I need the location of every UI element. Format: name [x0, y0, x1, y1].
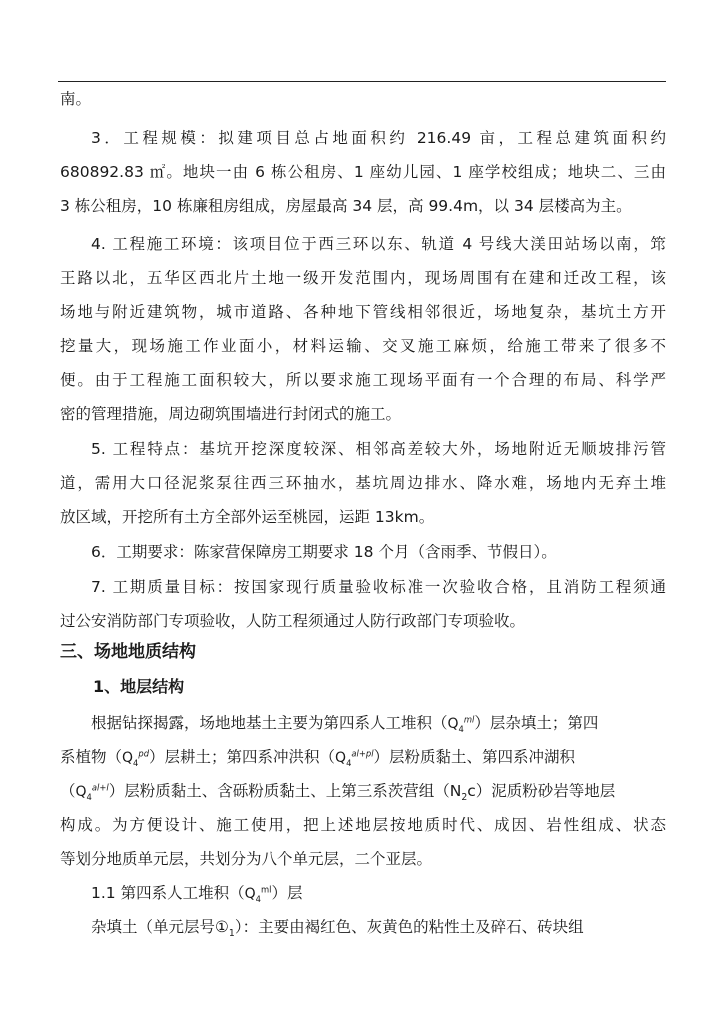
- symbol-q4: [448, 716, 475, 732]
- symbol-superscript: al+pl: [351, 748, 374, 759]
- symbol-q4: [245, 886, 272, 902]
- text-line: 3．工程规模：拟建项目总占地面积约 216.49 亩，工程总建筑面积约: [91, 129, 666, 147]
- text-line: 场地与附近建筑物，城市道路、各种地下管线相邻很近，场地复杂，基坑土方开: [60, 303, 666, 321]
- text-line: 3 栋公租房，10 栋廉租房组成，房屋最高 34 层，高 99.4m，以 34 层楼高为主。: [60, 197, 632, 215]
- symbol-q4: [122, 750, 149, 766]
- text-line: 挖量大，现场施工作业面小，材料运输、交叉施工麻烦，给施工带来了很多不: [60, 337, 666, 355]
- text-line: 7. 工期质量目标：按国家现行质量验收标准一次验收合格，且消防工程须通: [91, 578, 666, 596]
- text-line: 南。: [60, 90, 92, 108]
- text-line: 放区域，开挖所有土方全部外运至桃园，运距 13km。: [60, 508, 435, 526]
- text-line: 4. 工程施工环境：该项目位于西三环以东、轨道 4 号线大渼田站场以南，筇: [91, 235, 666, 253]
- section-heading: 三、场地地质结构: [60, 642, 196, 662]
- symbol-letter: Q: [244, 886, 256, 902]
- subsection-heading: 1、地层结构: [93, 677, 185, 696]
- symbol-q4: [335, 750, 374, 766]
- symbol-subscript: 4: [346, 757, 352, 768]
- symbol-subscript: 4: [255, 893, 261, 904]
- header-rule: [58, 81, 666, 82]
- symbol-superscript: al+l: [91, 782, 109, 793]
- text-line: [60, 746, 666, 768]
- text-line: 便。由于工程施工面积较大，所以要求施工现场平面有一个合理的布局、科学严: [60, 371, 666, 389]
- text-line: 构成。为方便设计、施工使用，把上述地层按地质时代、成因、岩性组成、状态: [60, 816, 666, 834]
- text-segment: （: [60, 782, 76, 800]
- text-segment: 杂填土（单元层号①: [91, 918, 229, 936]
- text-line: 680892.83 ㎡。地块一由 6 栋公租房、1 座幼儿园、1 座学校组成；地块二、三由: [60, 163, 666, 181]
- text-segment: 系植物（: [60, 748, 123, 766]
- text-segment: ）：主要由褐红色、灰黄色的粘性土及碎石、砖块组: [234, 918, 584, 936]
- symbol-superscript: ml: [463, 714, 475, 725]
- symbol-subscript: 1: [228, 928, 235, 938]
- text-segment: c）泥质粉砂岩等地层: [467, 782, 616, 800]
- text-line: 等划分地质单元层，共划分为八个单元层，二个亚层。: [60, 850, 433, 868]
- text-line: 6．工期要求：陈家营保障房工期要求 18 个月（含雨季、节假日）。: [91, 543, 557, 561]
- text-line: 过公安消防部门专项验收，人防工程须通过人防行政部门专项验收。: [60, 612, 526, 630]
- symbol-subscript: 4: [86, 791, 92, 802]
- symbol-letter: Q: [447, 716, 459, 732]
- text-line: 道，需用大口径泥浆泵往西三环抽水，基坑周边排水、降水难，场地内无弃土堆: [60, 474, 666, 492]
- text-segment: ）层粉质黏土、含砾粉质黏土、上第三系茨营组（N: [108, 782, 462, 800]
- symbol-subscript: 4: [133, 757, 139, 768]
- text-segment: 根据钻探揭露，场地地基土主要为第四系人工堆积（: [91, 714, 448, 732]
- symbol-letter: Q: [122, 750, 134, 766]
- text-line: 5. 工程特点：基坑开挖深度较深、相邻高差较大外，场地附近无顺坡排污管: [91, 440, 666, 458]
- text-line: [91, 712, 666, 734]
- text-line: [91, 882, 666, 904]
- symbol-q4: [76, 784, 109, 800]
- symbol-subscript: 4: [458, 723, 464, 734]
- text-segment: ）层耕土；第四系冲洪积（: [149, 748, 336, 766]
- text-line: [91, 916, 666, 938]
- symbol-superscript: pd: [138, 748, 150, 759]
- text-segment: ）层杂填土；第四: [474, 714, 599, 732]
- symbol-superscript: ml: [260, 884, 272, 895]
- text-line: 王路以北，五华区西北片土地一级开发范围内，现场周围有在建和迁改工程，该: [60, 269, 666, 287]
- symbol-letter: Q: [75, 784, 87, 800]
- text-line: 密的管理措施，周边砌筑围墙进行封闭式的施工。: [60, 405, 402, 423]
- text-line: [60, 780, 666, 802]
- symbol-subscript: 2: [461, 792, 468, 802]
- text-segment: ）层粉质黏土、第四系冲湖积: [373, 748, 576, 766]
- text-segment: ）层: [271, 884, 303, 902]
- text-segment: 1.1 第四系人工堆积（: [91, 884, 245, 902]
- symbol-letter: Q: [335, 750, 347, 766]
